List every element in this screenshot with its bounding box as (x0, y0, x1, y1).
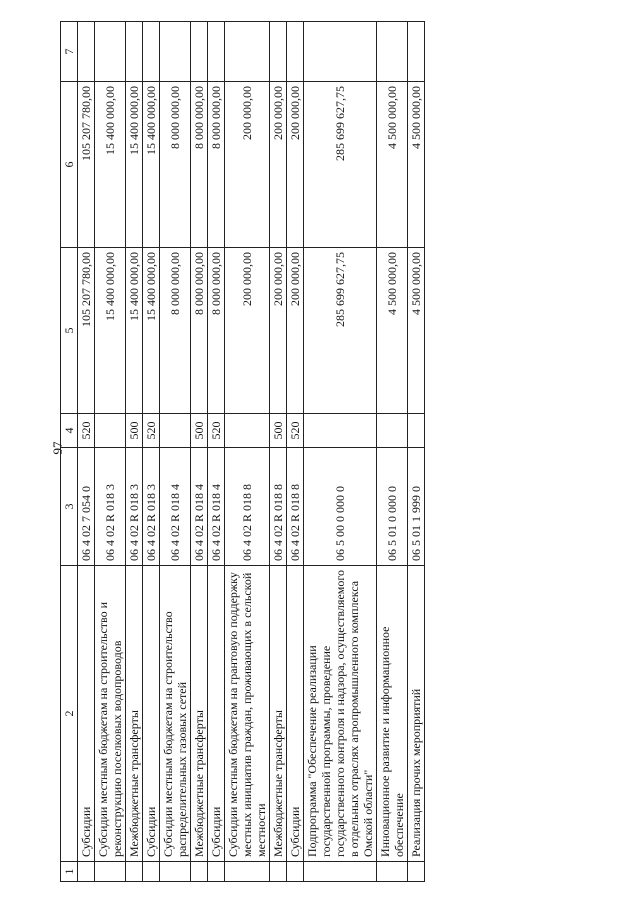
cell-c5: 200 000,00 (287, 248, 304, 414)
table-body (78, 22, 425, 882)
cell-c7 (408, 22, 425, 82)
cell-c4 (304, 414, 377, 448)
cell-c3: 06 4 02 R 018 4 (208, 448, 225, 566)
cell-c5: 8 000 000,00 (208, 248, 225, 414)
header-col-7: 7 (61, 22, 78, 82)
cell-c7 (270, 22, 287, 82)
table-row (208, 22, 225, 882)
header-col-1: 1 (61, 862, 78, 882)
cell-c5: 105 207 780,00 (78, 248, 95, 414)
cell-c5: 285 699 627,75 (304, 248, 377, 414)
table-row (143, 22, 160, 882)
header-row (61, 22, 78, 882)
page-number: 97 (50, 441, 65, 455)
cell-c7 (78, 22, 95, 82)
cell-c3: 06 5 01 1 999 0 (408, 448, 425, 566)
cell-c2: Межбюджетные трансферты (191, 566, 208, 862)
header-col-6: 6 (61, 82, 78, 248)
cell-c1 (270, 862, 287, 882)
cell-c6: 105 207 780,00 (78, 82, 95, 248)
table-row (78, 22, 95, 882)
cell-c4: 520 (143, 414, 160, 448)
cell-c1 (191, 862, 208, 882)
cell-c1 (95, 862, 126, 882)
cell-c6: 15 400 000,00 (95, 82, 126, 248)
cell-c6: 285 699 627,75 (304, 82, 377, 248)
cell-c4 (95, 414, 126, 448)
cell-c3: 06 4 02 R 018 8 (225, 448, 270, 566)
cell-c2: Субсидии местным бюджетам на грантовую поддержку местных инициатив граждан, проживающих в сельской местности (225, 566, 270, 862)
cell-c2: Субсидии местным бюджетам на строительство распределительных газовых сетей (160, 566, 191, 862)
cell-c4: 500 (270, 414, 287, 448)
cell-c3: 06 4 02 R 018 8 (270, 448, 287, 566)
cell-c7 (287, 22, 304, 82)
table-row (95, 22, 126, 882)
table-row (304, 22, 377, 882)
table-row (408, 22, 425, 882)
cell-c7 (208, 22, 225, 82)
cell-c5: 15 400 000,00 (95, 248, 126, 414)
cell-c6: 8 000 000,00 (191, 82, 208, 248)
cell-c3: 06 4 02 R 018 4 (191, 448, 208, 566)
cell-c2: Субсидии местным бюджетам на строительство и реконструкцию поселковых водопроводов (95, 566, 126, 862)
cell-c2: Межбюджетные трансферты (126, 566, 143, 862)
cell-c2: Реализация прочих мероприятий (408, 566, 425, 862)
cell-c3: 06 4 02 R 018 3 (126, 448, 143, 566)
cell-c7 (377, 22, 408, 82)
cell-c3: 06 4 02 R 018 3 (95, 448, 126, 566)
budget-table (60, 21, 425, 882)
cell-c3: 06 4 02 R 018 4 (160, 448, 191, 566)
cell-c1 (225, 862, 270, 882)
header-col-2: 2 (61, 566, 78, 862)
cell-c4: 520 (208, 414, 225, 448)
cell-c7 (126, 22, 143, 82)
cell-c5: 15 400 000,00 (143, 248, 160, 414)
cell-c1 (287, 862, 304, 882)
cell-c7 (225, 22, 270, 82)
cell-c2: Межбюджетные трансферты (270, 566, 287, 862)
cell-c5: 4 500 000,00 (377, 248, 408, 414)
cell-c6: 8 000 000,00 (208, 82, 225, 248)
cell-c2: Субсидии (208, 566, 225, 862)
cell-c5: 200 000,00 (270, 248, 287, 414)
cell-c3: 06 5 00 0 000 0 (304, 448, 377, 566)
cell-c2: Инновационное развитие и информационное обеспечение (377, 566, 408, 862)
cell-c3: 06 4 02 7 054 0 (78, 448, 95, 566)
cell-c1 (377, 862, 408, 882)
cell-c5: 15 400 000,00 (126, 248, 143, 414)
cell-c6: 200 000,00 (270, 82, 287, 248)
cell-c7 (160, 22, 191, 82)
cell-c1 (408, 862, 425, 882)
rotated-document (60, 22, 580, 882)
header-col-5: 5 (61, 248, 78, 414)
table-row (270, 22, 287, 882)
table-row (225, 22, 270, 882)
cell-c5: 8 000 000,00 (191, 248, 208, 414)
cell-c2: Подпрограмма "Обеспечение реализации государственной программы, проведение государственного контроля и надзора, осуществляемого в отдельных отраслях агропромышленного комплекса Омской области" (304, 566, 377, 862)
cell-c1 (143, 862, 160, 882)
cell-c4: 520 (78, 414, 95, 448)
cell-c4: 520 (287, 414, 304, 448)
cell-c7 (304, 22, 377, 82)
cell-c3: 06 5 01 0 000 0 (377, 448, 408, 566)
table-row (191, 22, 208, 882)
cell-c6: 4 500 000,00 (408, 82, 425, 248)
cell-c6: 200 000,00 (225, 82, 270, 248)
cell-c1 (126, 862, 143, 882)
cell-c4 (225, 414, 270, 448)
cell-c5: 4 500 000,00 (408, 248, 425, 414)
header-col-4: 4 (61, 414, 78, 448)
cell-c4 (408, 414, 425, 448)
cell-c1 (160, 862, 191, 882)
cell-c6: 200 000,00 (287, 82, 304, 248)
cell-c3: 06 4 02 R 018 3 (143, 448, 160, 566)
cell-c2: Субсидии (78, 566, 95, 862)
cell-c3: 06 4 02 R 018 8 (287, 448, 304, 566)
cell-c5: 200 000,00 (225, 248, 270, 414)
table-row (287, 22, 304, 882)
cell-c6: 15 400 000,00 (126, 82, 143, 248)
cell-c2: Субсидии (143, 566, 160, 862)
cell-c7 (143, 22, 160, 82)
cell-c1 (78, 862, 95, 882)
cell-c4: 500 (191, 414, 208, 448)
cell-c1 (304, 862, 377, 882)
cell-c5: 8 000 000,00 (160, 248, 191, 414)
cell-c4 (377, 414, 408, 448)
cell-c6: 15 400 000,00 (143, 82, 160, 248)
header-col-3: 3 (61, 448, 78, 566)
cell-c7 (95, 22, 126, 82)
table-row (377, 22, 408, 882)
cell-c6: 8 000 000,00 (160, 82, 191, 248)
cell-c7 (191, 22, 208, 82)
cell-c6: 4 500 000,00 (377, 82, 408, 248)
cell-c2: Субсидии (287, 566, 304, 862)
cell-c1 (208, 862, 225, 882)
cell-c4 (160, 414, 191, 448)
table-row (160, 22, 191, 882)
table-row (126, 22, 143, 882)
cell-c4: 500 (126, 414, 143, 448)
